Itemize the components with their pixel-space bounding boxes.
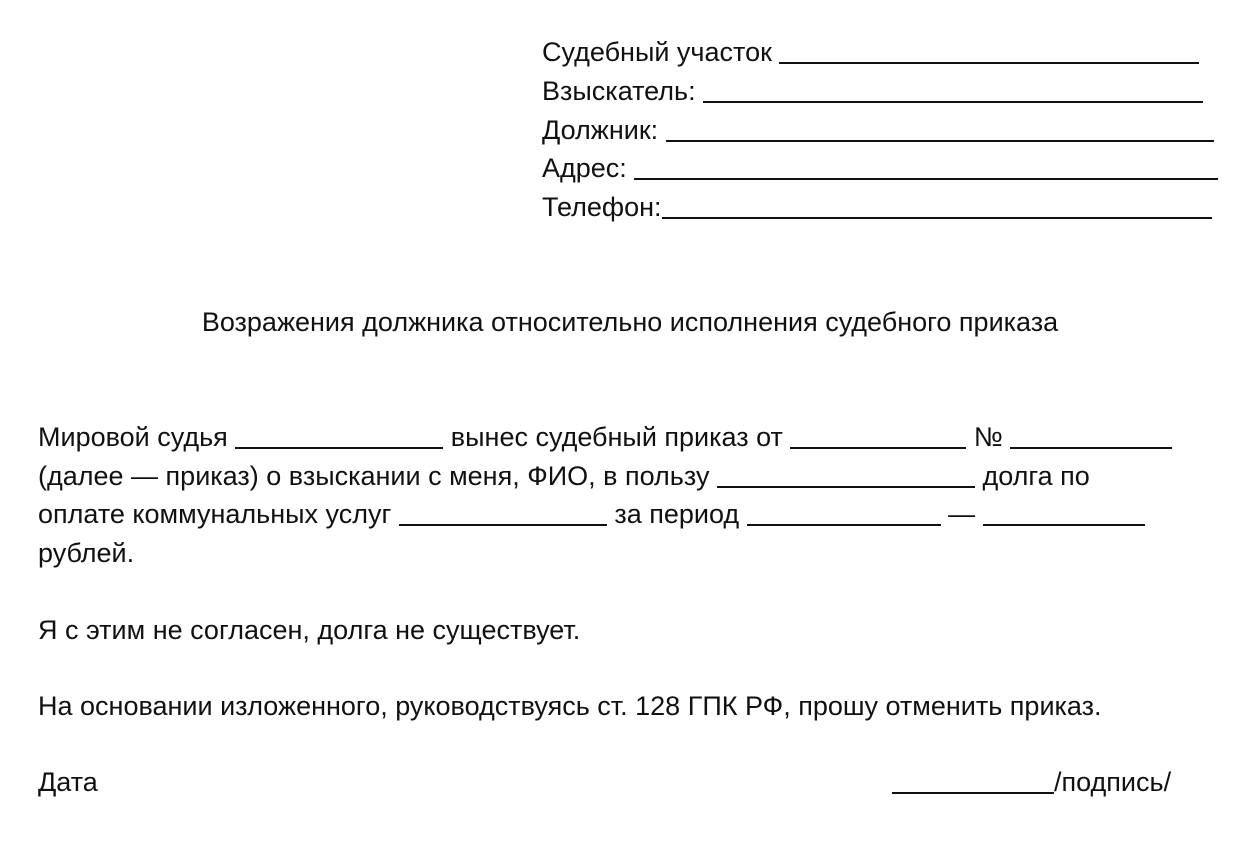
phone-blank[interactable]	[662, 193, 1212, 219]
amount-blank[interactable]	[983, 500, 1145, 526]
address-field	[542, 149, 1218, 187]
claimant-field	[542, 72, 1203, 110]
debtor-label: Должник:	[542, 115, 666, 145]
signature-label: /подпись/	[1054, 767, 1172, 797]
claimant-label: Взыскатель:	[542, 76, 704, 106]
phone-field	[542, 188, 1212, 226]
body-line-1	[38, 418, 1172, 456]
date-label: Дата	[38, 767, 98, 797]
text: (далее — приказ) о взыскании с меня, ФИО, в пользу	[38, 461, 717, 491]
document-title: Возражения должника относительно исполнения судебного приказа	[201, 307, 1059, 337]
text: долга по	[974, 461, 1090, 491]
phone-label: Телефон:	[542, 192, 662, 222]
text: оплате коммунальных услуг	[38, 499, 399, 529]
order-date-blank[interactable]	[790, 423, 966, 449]
court-section-blank[interactable]	[779, 38, 1199, 64]
body-line-4: рублей.	[38, 538, 135, 568]
order-number-blank[interactable]	[1010, 423, 1172, 449]
text: Мировой судья	[38, 422, 236, 452]
services-blank[interactable]	[399, 500, 607, 526]
body-line-2	[38, 457, 1090, 495]
beneficiary-blank[interactable]	[717, 462, 975, 488]
period-blank[interactable]	[747, 500, 941, 526]
text: —	[940, 499, 983, 529]
text: вынес судебный приказ от	[443, 422, 791, 452]
text: за период	[606, 499, 747, 529]
disagreement-paragraph: Я с этим не согласен, долга не существует.	[38, 615, 581, 645]
judge-blank[interactable]	[235, 423, 443, 449]
court-section-label: Судебный участок	[542, 37, 780, 67]
address-blank[interactable]	[634, 154, 1218, 180]
signature-field	[892, 763, 1171, 801]
signature-blank[interactable]	[892, 768, 1054, 794]
claimant-blank[interactable]	[703, 77, 1203, 103]
request-paragraph: На основании изложенного, руководствуясь ст. 128 ГПК РФ, прошу отменить приказ.	[38, 691, 1102, 721]
debtor-blank[interactable]	[666, 116, 1214, 142]
debtor-field	[542, 111, 1214, 149]
text: №	[966, 422, 1011, 452]
address-label: Адрес:	[542, 153, 635, 183]
body-line-3	[38, 495, 1145, 533]
court-section-field	[542, 33, 1199, 71]
